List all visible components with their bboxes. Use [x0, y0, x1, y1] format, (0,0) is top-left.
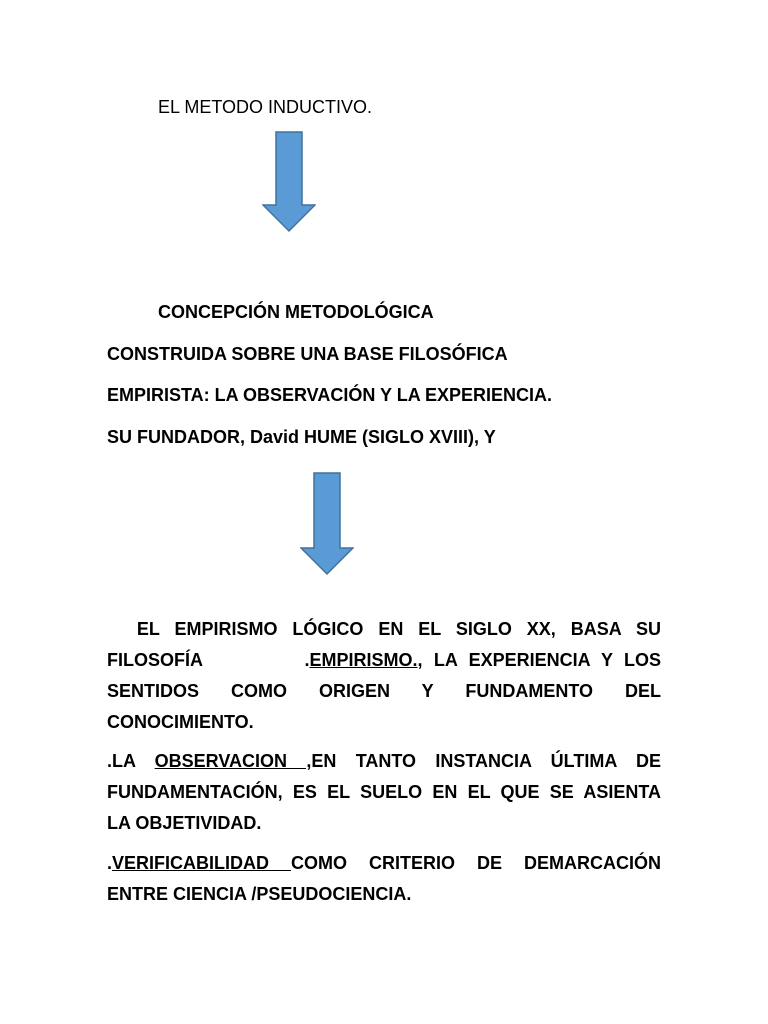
down-arrow-icon	[262, 131, 316, 233]
concept-line-1: CONCEPCIÓN METODOLÓGICA	[158, 302, 434, 322]
paragraph-observacion	[107, 746, 661, 839]
paragraph-2-line-2: FUNDAMENTACIÓN, ES EL SUELO EN EL QUE SE ASIENTA	[107, 782, 661, 802]
empirismo-underlined: EMPIRISMO.	[309, 650, 418, 670]
paragraph-2-line-3: LA OBJETIVIDAD.	[107, 813, 262, 833]
paragraph-2-line-1	[107, 746, 661, 777]
paragraph-2-line-1-suffix: EN TANTO INSTANCIA ÚLTIMA DE	[311, 751, 661, 771]
paragraph-1-line-1: EL EMPIRISMO LÓGICO EN EL SIGLO XX, BASA SU	[107, 619, 661, 639]
paragraph-empirismo	[107, 614, 661, 738]
paragraph-3-line-1	[107, 848, 661, 879]
paragraph-verificabilidad	[107, 848, 661, 910]
concept-line-2: CONSTRUIDA SOBRE UNA BASE FILOSÓFICA	[107, 344, 508, 364]
paragraph-3-line-2: ENTRE CIENCIA /PSEUDOCIENCIA.	[107, 884, 412, 904]
paragraph-1-line-3: SENTIDOS COMO ORIGEN Y FUNDAMENTO DEL	[107, 681, 661, 701]
concept-line-4: SU FUNDADOR, David HUME (SIGLO XVIII), Y	[107, 427, 496, 447]
observacion-underlined: OBSERVACION ,	[154, 751, 312, 771]
paragraph-3-line-1-prefix: .	[107, 853, 113, 873]
down-arrow-icon	[300, 472, 354, 576]
document-title: EL METODO INDUCTIVO.	[158, 97, 373, 117]
concept-line-3: EMPIRISTA: LA OBSERVACIÓN Y LA EXPERIENCIA.	[107, 385, 553, 405]
paragraph-3-line-1-suffix: COMO CRITERIO DE DEMARCACIÓN	[291, 853, 662, 873]
paragraph-1-line-2	[107, 645, 661, 676]
paragraph-1-line-2-suffix: , LA EXPERIENCIA Y LOS	[417, 650, 661, 670]
paragraph-1-line-2-prefix: FILOSOFÍA .	[107, 650, 310, 670]
verificabilidad-underlined: VERIFICABILIDAD	[112, 853, 292, 873]
paragraph-1-line-4: CONOCIMIENTO.	[107, 712, 254, 732]
paragraph-2-line-1-prefix: .LA	[107, 751, 155, 771]
